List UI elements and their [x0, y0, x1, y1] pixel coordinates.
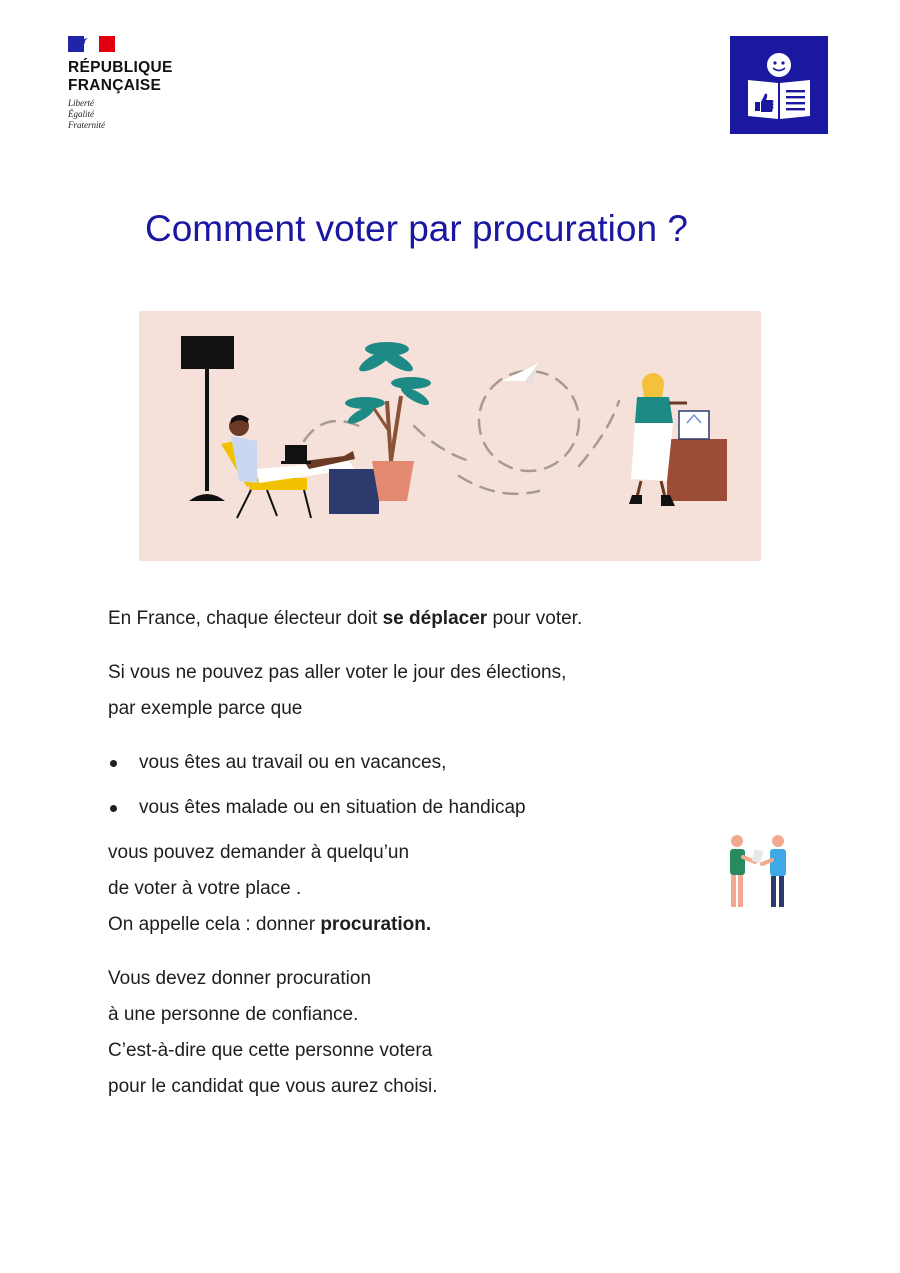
list-item	[108, 790, 668, 826]
motto	[68, 98, 173, 131]
footstool-icon	[329, 469, 379, 514]
bullet-list	[108, 745, 668, 826]
floor-lamp-icon	[181, 336, 234, 501]
trust-line-3: C’est-à-dire que cette personne votera	[108, 1040, 433, 1061]
conditions-line-2: par exemple parce que	[108, 698, 303, 719]
ballot-box-table-icon	[667, 411, 727, 501]
list-item-text: vous êtes malade ou en situation de handicap	[139, 797, 526, 818]
paragraph-conditions	[108, 655, 668, 727]
francaise-line: FRANÇAISE	[68, 77, 162, 94]
bullet-icon	[110, 760, 117, 767]
two-people-handing-paper-icon	[725, 832, 791, 912]
easy-to-read-reading-person-icon	[730, 36, 828, 134]
intro-bold-text: se déplacer	[382, 608, 488, 629]
procuration-bold-text: procuration.	[320, 914, 432, 935]
intro-text-after: pour voter.	[487, 608, 583, 629]
remote-voting-illustration	[139, 311, 761, 561]
bullet-icon	[110, 805, 117, 812]
procuration-line-2: de voter à votre place .	[108, 878, 302, 899]
procuration-text-before: On appelle cela : donner	[108, 914, 321, 935]
procuration-line-1: vous pouvez demander à quelqu’un	[108, 842, 410, 863]
motto-fraternite: Fraternité	[68, 120, 105, 130]
paragraph-trust	[108, 961, 668, 1105]
remote-voting-illustration-drawing	[139, 311, 761, 561]
paragraph-intro	[108, 601, 668, 637]
page-title: Comment voter par procuration ?	[145, 208, 688, 249]
conditions-line-1: Si vous ne pouvez pas aller voter le jour des élections,	[108, 662, 567, 683]
easy-to-read-logo	[730, 36, 828, 134]
trust-line-1: Vous devez donner procuration	[108, 968, 372, 989]
motto-egalite: Égalité	[68, 109, 94, 119]
motto-liberte: Liberté	[68, 98, 94, 108]
paper-plane-icon	[502, 363, 539, 385]
republique-line: RÉPUBLIQUE	[68, 59, 173, 76]
republique-francaise-name	[68, 59, 173, 95]
procuration-line-3	[108, 907, 668, 943]
main-text	[108, 601, 668, 1105]
trust-line-4: pour le candidat que vous aurez choisi.	[108, 1076, 438, 1097]
french-flag-icon	[68, 36, 115, 52]
intro-text-before: En France, chaque électeur doit	[108, 608, 383, 629]
trust-line-2: à une personne de confiance.	[108, 1004, 359, 1025]
list-item-text: vous êtes au travail ou en vacances,	[139, 752, 447, 773]
paragraph-procuration	[108, 835, 668, 943]
marianne-profile-icon	[80, 37, 98, 52]
republique-francaise-logo	[68, 36, 173, 131]
list-item	[108, 745, 668, 781]
